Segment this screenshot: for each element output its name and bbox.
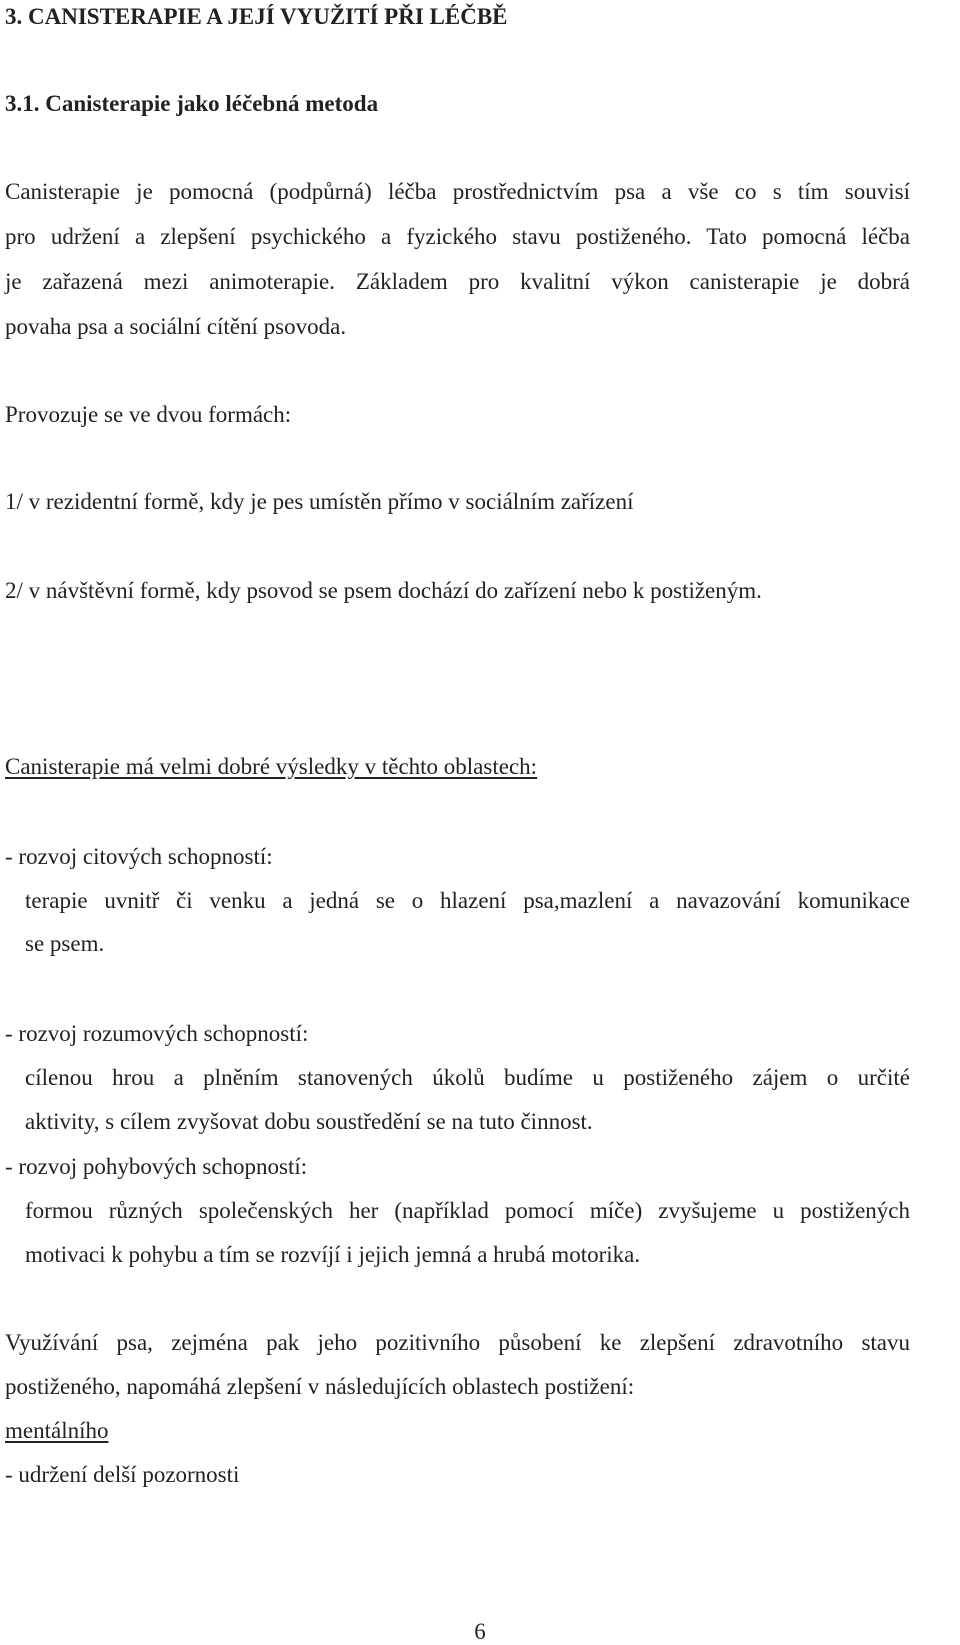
mental-heading: mentálního xyxy=(5,1418,109,1443)
chapter-heading: 3. CANISTERAPIE A JEJÍ VYUŽITÍ PŘI LÉČBĚ xyxy=(5,4,508,29)
motor-text: motivaci k pohybu a tím se rozvíjí i jejich jemná a hrubá motorika. xyxy=(25,1242,641,1267)
usage-text: Využívání psa, zejména pak jeho pozitivního působení ke zlepšení zdravotního stavu xyxy=(5,1330,910,1355)
results-heading: Canisterapie má velmi dobré výsledky v těchto oblastech: xyxy=(5,754,538,779)
motor-title: - rozvoj pohybových schopností: xyxy=(5,1154,308,1179)
emotional-title: - rozvoj citových schopností: xyxy=(5,844,273,869)
emotional-text: se psem. xyxy=(25,931,105,956)
page-number: 6 xyxy=(474,1619,486,1644)
intro-line: je zařazená mezi animoterapie. Základem pro kvalitní výkon canisterapie je dobrá xyxy=(5,269,910,294)
usage-text: postiženého, napomáhá zlepšení v následujících oblastech postižení: xyxy=(5,1374,635,1399)
cognitive-title: - rozvoj rozumových schopností: xyxy=(5,1021,309,1046)
motor-text: formou různých společenských her (například pomocí míče) zvyšujeme u postižených xyxy=(25,1198,910,1223)
section-heading: 3.1. Canisterapie jako léčebná metoda xyxy=(5,91,379,116)
cognitive-text: aktivity, s cílem zvyšovat dobu soustředění se na tuto činnost. xyxy=(25,1109,593,1134)
intro-line: povaha psa a sociální cítění psovoda. xyxy=(5,314,347,339)
forms-item: 2/ v návštěvní formě, kdy psovod se psem dochází do zařízení nebo k postiženým. xyxy=(5,578,762,603)
intro-line: pro udržení a zlepšení psychického a fyzického stavu postiženého. Tato pomocná léčba xyxy=(5,224,910,249)
cognitive-text: cílenou hrou a plněním stanovených úkolů budíme u postiženého zájem o určité xyxy=(25,1065,910,1090)
mental-item: - udržení delší pozornosti xyxy=(5,1462,240,1487)
forms-item: 1/ v rezidentní formě, kdy je pes umístěn přímo v sociálním zařízení xyxy=(5,489,634,514)
emotional-text: terapie uvnitř či venku a jedná se o hlazení psa,mazlení a navazování komunikace xyxy=(25,888,910,913)
intro-line: Canisterapie je pomocná (podpůrná) léčba prostřednictvím psa a vše co s tím souvisí xyxy=(5,179,910,204)
forms-lead: Provozuje se ve dvou formách: xyxy=(5,402,292,427)
